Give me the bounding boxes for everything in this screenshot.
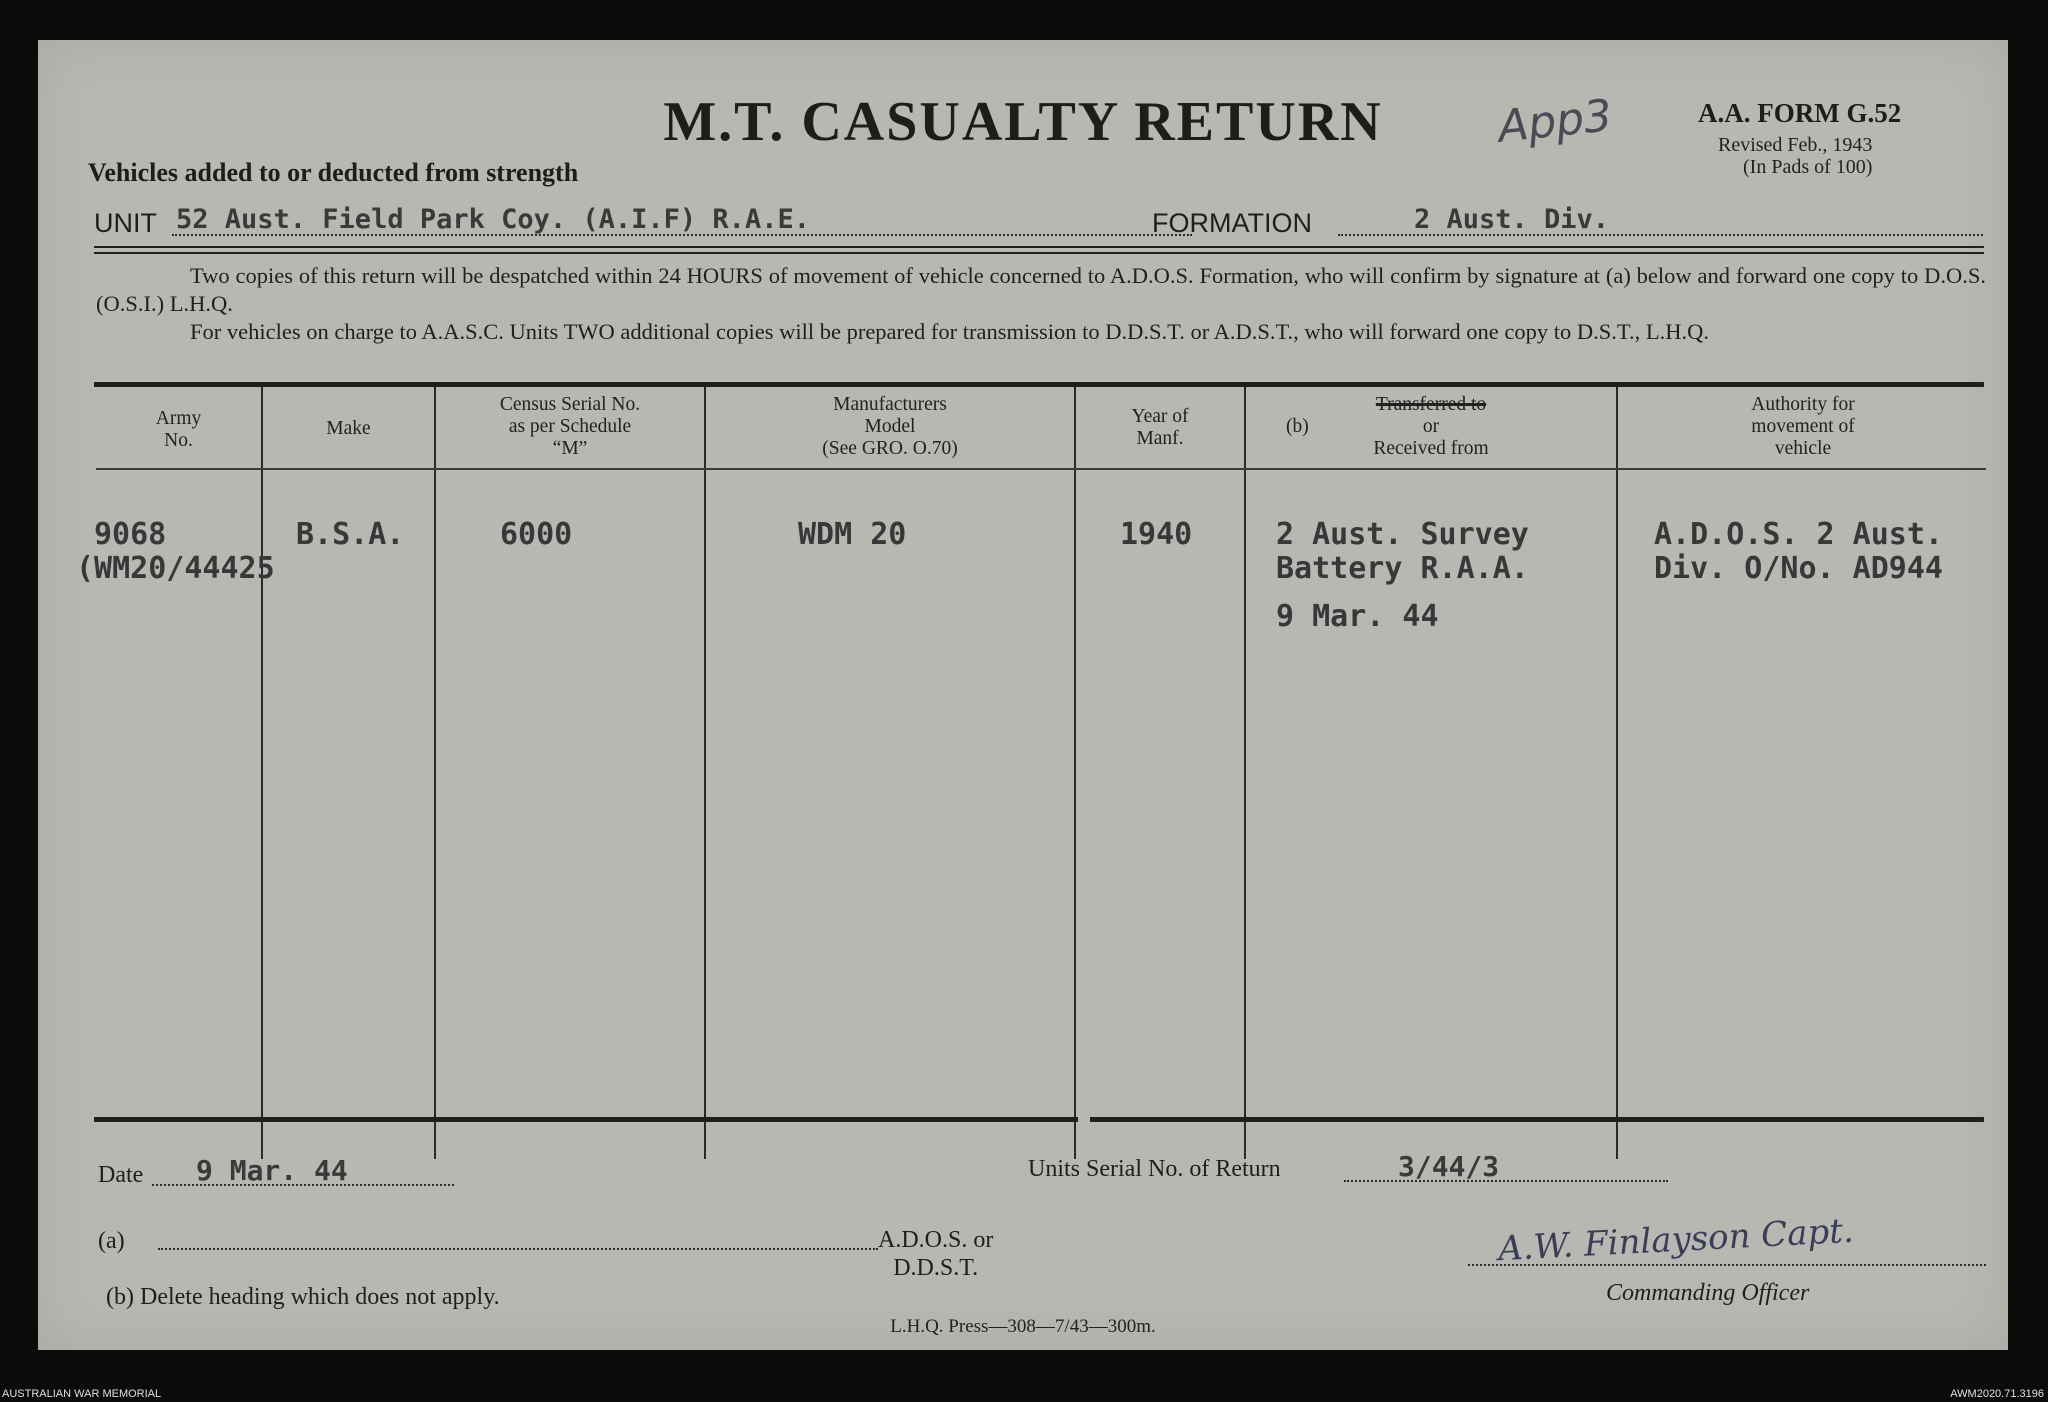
colhead-authority [1618, 394, 1988, 460]
signature-a-label: (a) [98, 1228, 125, 1254]
colhead-text: Census Serial No. [499, 394, 641, 415]
serial-value: 3/44/3 [1398, 1150, 1500, 1183]
colhead-text: Manufacturers [833, 394, 947, 415]
column-divider [1244, 387, 1246, 1159]
colhead-census-serial [436, 394, 704, 460]
ados-line: A.D.O.S. or [878, 1227, 994, 1253]
pads-note: (In Pads of 100) [1743, 156, 1873, 178]
column-divider [434, 387, 436, 1159]
army-no-sub-value: (WM20/44425 [76, 551, 275, 586]
colhead-text: Army [155, 408, 202, 429]
archive-caption-right: AWM2020.71.3196 [1950, 1388, 2044, 1400]
colhead-text: movement of [1751, 416, 1855, 437]
serial-label: Units Serial No. of Return [1028, 1156, 1281, 1182]
ados-label [878, 1226, 993, 1282]
cell-make: B.S.A. [296, 517, 405, 552]
instructions [96, 262, 1986, 346]
received-line: 2 Aust. Survey [1276, 517, 1529, 552]
archive-caption-left: AUSTRALIAN WAR MEMORIAL [2, 1388, 162, 1400]
form-title: M.T. CASUALTY RETURN [663, 91, 1383, 153]
press-imprint: L.H.Q. Press—308—7/43—300m. [890, 1316, 1156, 1337]
authority-line: Div. O/No. AD944 [1654, 551, 1943, 586]
cell-received-from [1276, 518, 1529, 634]
delete-heading-note: (b) Delete heading which does not apply. [106, 1284, 500, 1310]
form-sheet [38, 40, 2008, 1350]
colhead-text: (See GRO. O.70) [822, 438, 958, 459]
colhead-transfer [1246, 394, 1616, 460]
table-top-rule [94, 382, 1984, 387]
date-label: Date [98, 1162, 144, 1188]
colhead-prefix: (b) [1286, 416, 1309, 437]
colhead-text: Year of [1131, 406, 1189, 427]
army-no-value: 9068 [94, 517, 167, 552]
colhead-army-no [96, 408, 261, 452]
colhead-text: as per Schedule [508, 416, 632, 437]
serial-dotline [1344, 1180, 1668, 1182]
received-line: Battery R.A.A. [1276, 551, 1529, 586]
formation-value: 2 Aust. Div. [1414, 204, 1610, 235]
colhead-text: or [1422, 416, 1440, 437]
form-subtitle: Vehicles added to or deducted from strength [88, 158, 579, 187]
form-number: A.A. FORM G.52 [1698, 98, 1902, 128]
header-rule-2 [94, 252, 1984, 254]
colhead-text-struck: Transferred to [1375, 394, 1487, 415]
revised-date: Revised Feb., 1943 [1718, 134, 1873, 156]
colhead-model [706, 394, 1074, 460]
cell-army-no [76, 518, 275, 586]
colhead-text: Manf. [1136, 428, 1184, 449]
column-divider [261, 387, 263, 1159]
column-divider [704, 387, 706, 1159]
signatory-title: Commanding Officer [1606, 1280, 1810, 1306]
ados-line: D.D.S.T. [893, 1255, 979, 1281]
authority-line: A.D.O.S. 2 Aust. [1654, 517, 1943, 552]
colhead-text: “M” [552, 438, 588, 459]
colhead-text: Received from [1373, 438, 1489, 459]
colhead-text: No. [164, 430, 193, 451]
instruction-1: Two copies of this return will be despatched within 24 HOURS of movement of vehicle concerned to A.D.O.S. Formation, who will confirm by signature at (a) below and forward one copy to D.O.S. (O.S.I.) L.H.Q. [96, 263, 1986, 316]
handwritten-annotation: App3 [1495, 90, 1615, 153]
colhead-text: vehicle [1774, 438, 1832, 459]
column-divider [1074, 387, 1076, 1159]
table-bottom-rule [1090, 1117, 1984, 1122]
colhead-text: Authority for [1751, 394, 1855, 415]
date-value: 9 Mar. 44 [196, 1154, 348, 1187]
colhead-year [1076, 406, 1244, 450]
received-date: 9 Mar. 44 [1276, 599, 1439, 634]
instruction-2: For vehicles on charge to A.A.S.C. Units TWO additional copies will be prepared for transmission to D.D.S.T. or A.D.S.T., who will forward one copy to D.S.T., L.H.Q. [190, 319, 1709, 344]
header-rule-1 [94, 246, 1984, 248]
header-underline [96, 468, 1986, 470]
cell-year: 1940 [1120, 517, 1193, 552]
cell-model: WDM 20 [798, 517, 907, 552]
cell-census-serial: 6000 [500, 517, 573, 552]
ados-dotline [158, 1248, 878, 1250]
colhead-text: Make [326, 418, 371, 439]
formation-label: FORMATION [1152, 208, 1312, 238]
colhead-text: Model [864, 416, 916, 437]
form-revision [1718, 134, 1872, 178]
table-bottom-rule [94, 1117, 1078, 1122]
cell-authority [1654, 518, 1943, 586]
column-divider [1616, 387, 1618, 1159]
colhead-make [263, 418, 434, 440]
unit-value: 52 Aust. Field Park Coy. (A.I.F) R.A.E. [176, 204, 810, 235]
commanding-officer-signature: A.W. Finlayson Capt. [1497, 1210, 1855, 1270]
unit-label: UNIT [94, 208, 157, 238]
